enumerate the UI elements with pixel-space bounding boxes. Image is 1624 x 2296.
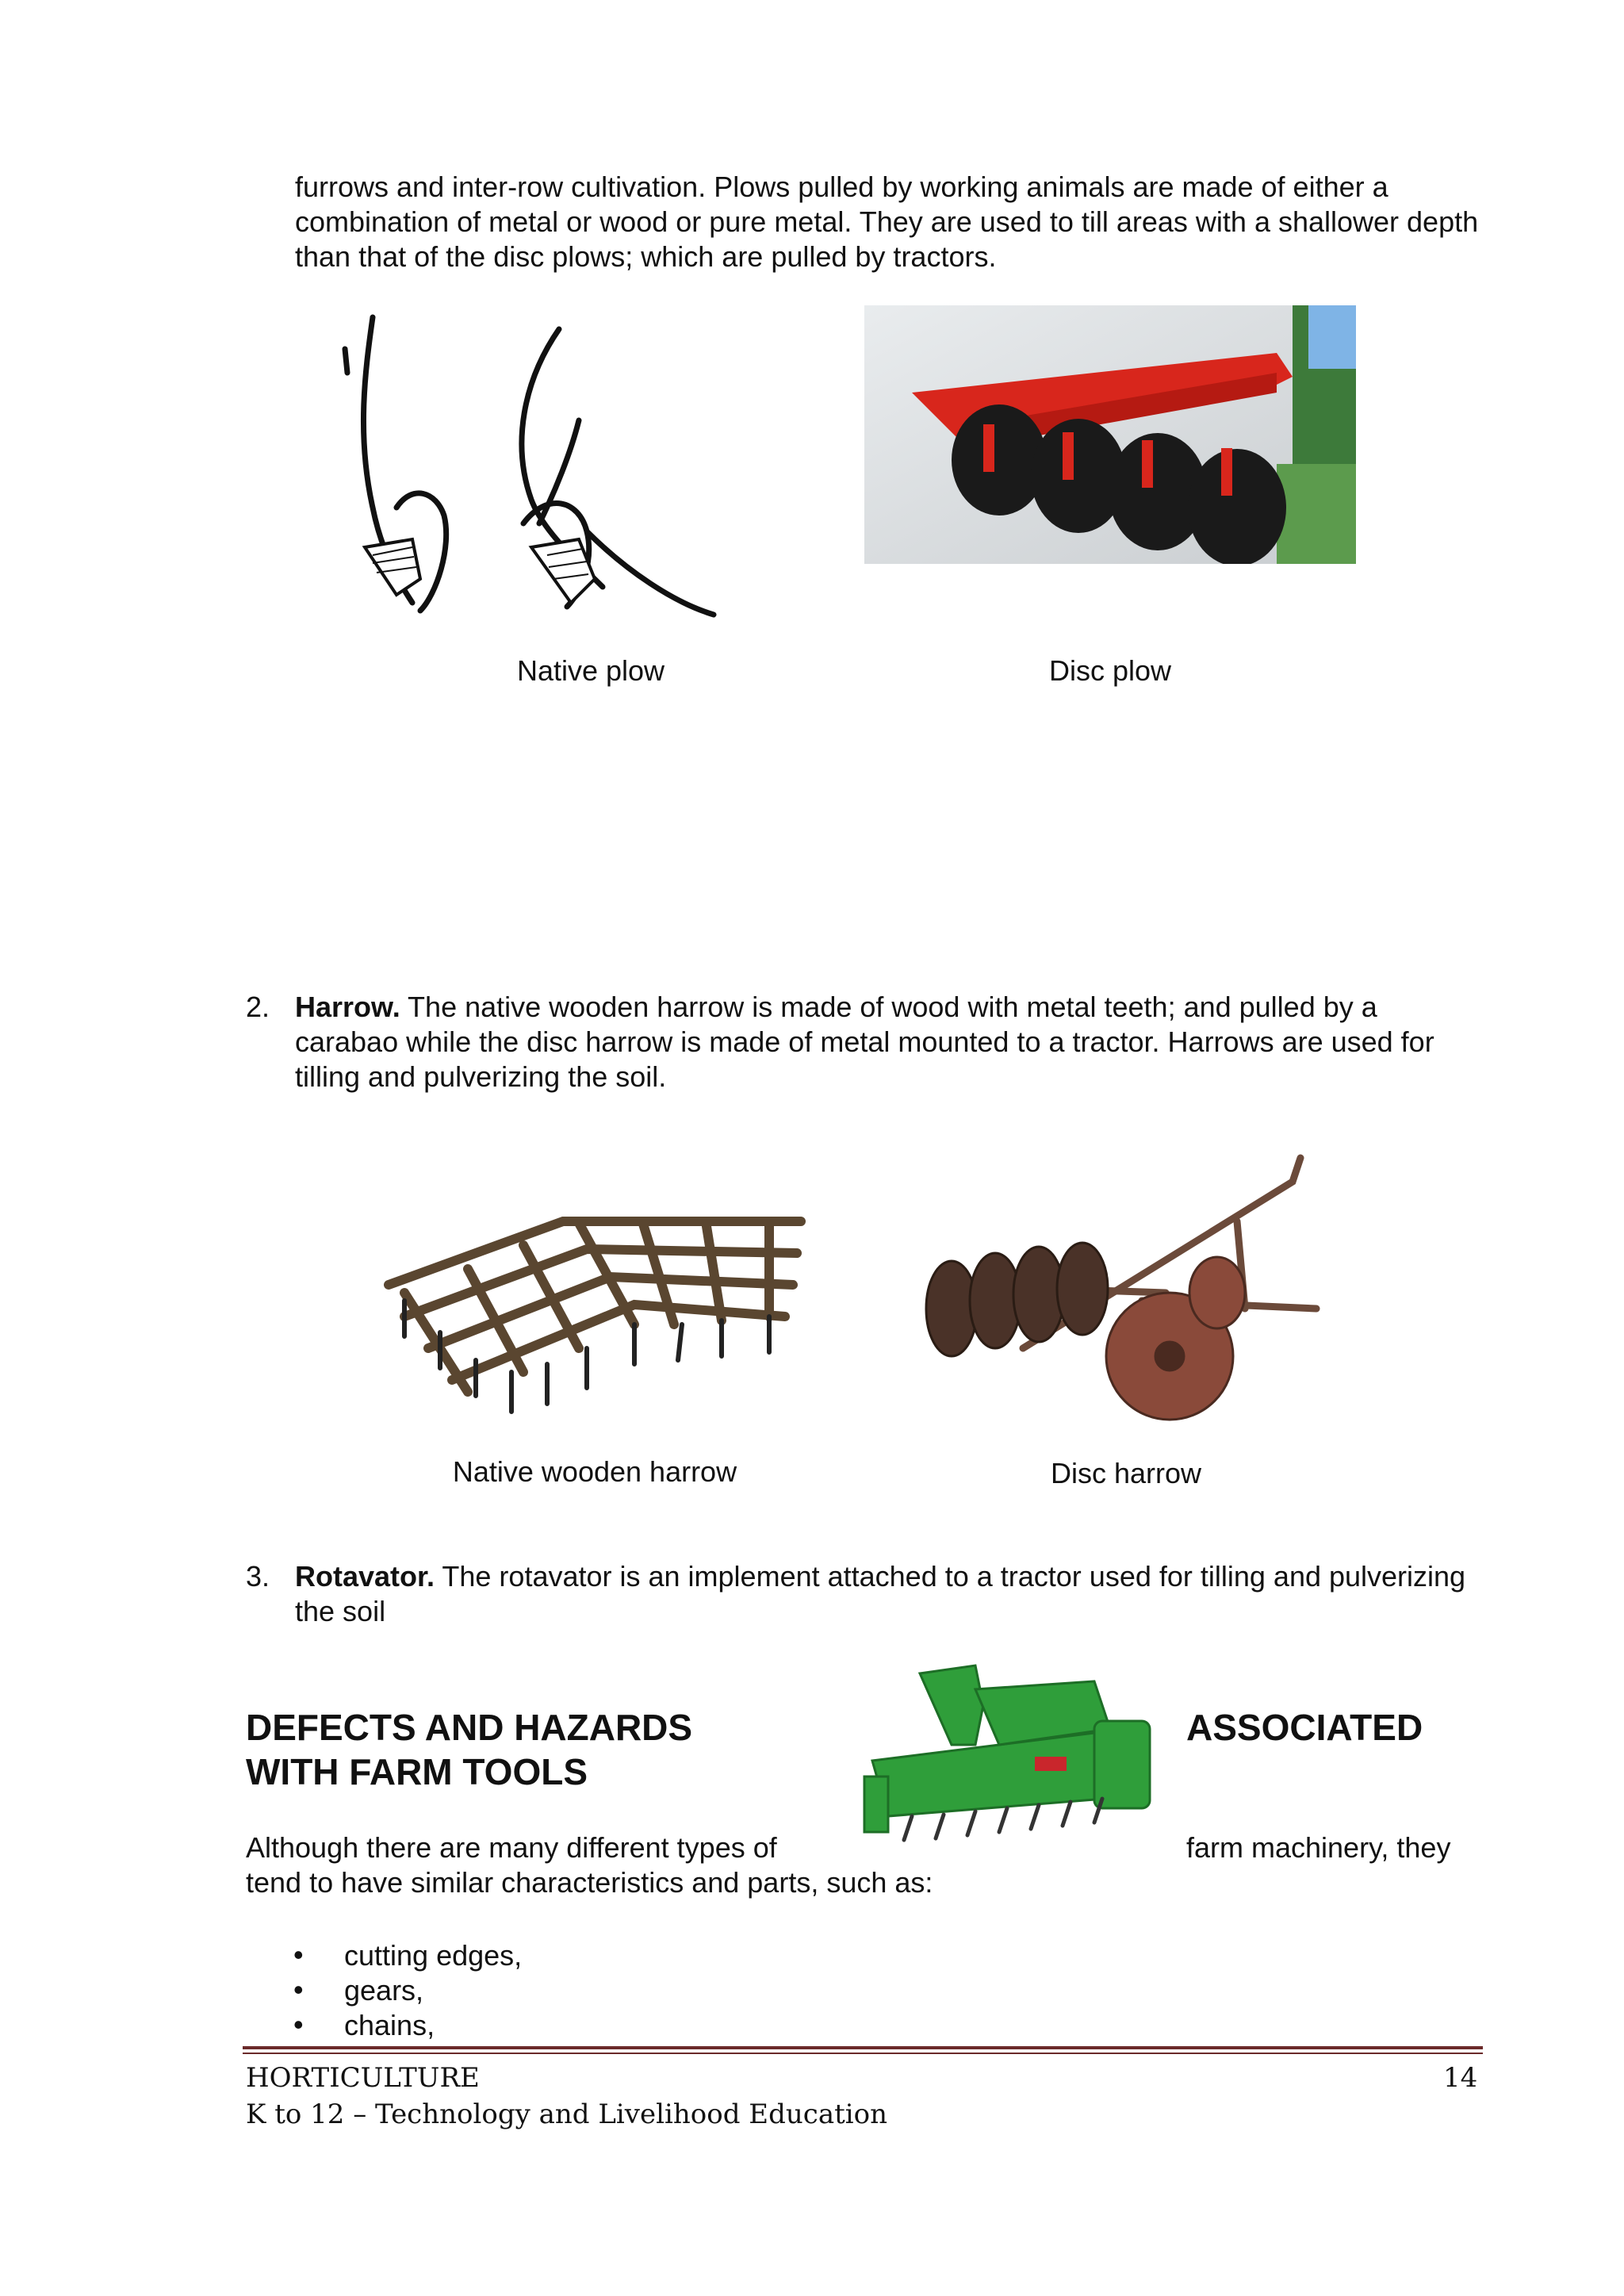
list-item — [293, 2008, 769, 2043]
footer-course: K to 12 – Technology and Livelihood Education — [246, 2099, 887, 2130]
bullet-dot: • — [293, 1973, 304, 2006]
disc-harrow-image — [904, 1126, 1348, 1435]
rotavator-text: The rotavator is an implement attached to a tractor used for tilling and pulverizing the soil — [295, 1560, 1466, 1627]
bullet-text: chains, — [344, 2009, 435, 2041]
bullet-dot: • — [293, 1938, 304, 1971]
harrow-term: Harrow. — [295, 991, 400, 1023]
section-heading-left: DEFECTS AND HAZARDS — [246, 1707, 693, 1748]
section-paragraph-line2: tend to have similar characteristics and parts, such as: — [246, 1866, 933, 1899]
native-plow-caption: Native plow — [516, 654, 665, 687]
bullet-list — [293, 1938, 769, 2043]
intro-paragraph: furrows and inter-row cultivation. Plows pulled by working animals are made of either a combination of metal or wood or pure metal. They are used to till areas with a shallower depth than that of the disc plows; which are pulled by tractors. — [295, 171, 1479, 273]
section-heading-right: ASSOCIATED — [1186, 1707, 1423, 1748]
rotavator-image — [856, 1658, 1158, 1848]
section-paragraph-right: farm machinery, they — [1186, 1831, 1451, 1864]
footer-rule — [243, 2046, 1483, 2054]
native-wooden-harrow-image — [373, 1166, 817, 1428]
harrow-paragraph — [295, 990, 1484, 1094]
native-plow-image — [341, 309, 785, 627]
section-paragraph-left: Although there are many different types of — [246, 1831, 777, 1864]
bullet-dot: • — [293, 2008, 304, 2041]
list-item — [293, 1973, 769, 2008]
section-heading-line2: WITH FARM TOOLS — [246, 1751, 588, 1792]
footer-subject: HORTICULTURE — [246, 2062, 480, 2094]
disc-plow-image — [864, 305, 1356, 564]
footer-page-number: 14 — [1443, 2062, 1478, 2094]
list-number: 2. — [246, 991, 270, 1023]
disc-plow-caption: Disc plow — [1048, 654, 1172, 687]
rotavator-term: Rotavator. — [295, 1560, 435, 1593]
list-number: 3. — [246, 1560, 270, 1593]
bullet-text: gears, — [344, 1974, 424, 2007]
native-wooden-harrow-caption: Native wooden harrow — [452, 1455, 737, 1488]
rotavator-paragraph — [295, 1559, 1484, 1629]
disc-harrow-caption: Disc harrow — [1050, 1457, 1202, 1489]
list-item — [293, 1938, 769, 1973]
harrow-text: The native wooden harrow is made of wood with metal teeth; and pulled by a carabao while the disc harrow is made of metal mounted to a tractor. Harrows are used for tilling and pulverizing the soil. — [295, 991, 1434, 1093]
bullet-text: cutting edges, — [344, 1939, 523, 1972]
